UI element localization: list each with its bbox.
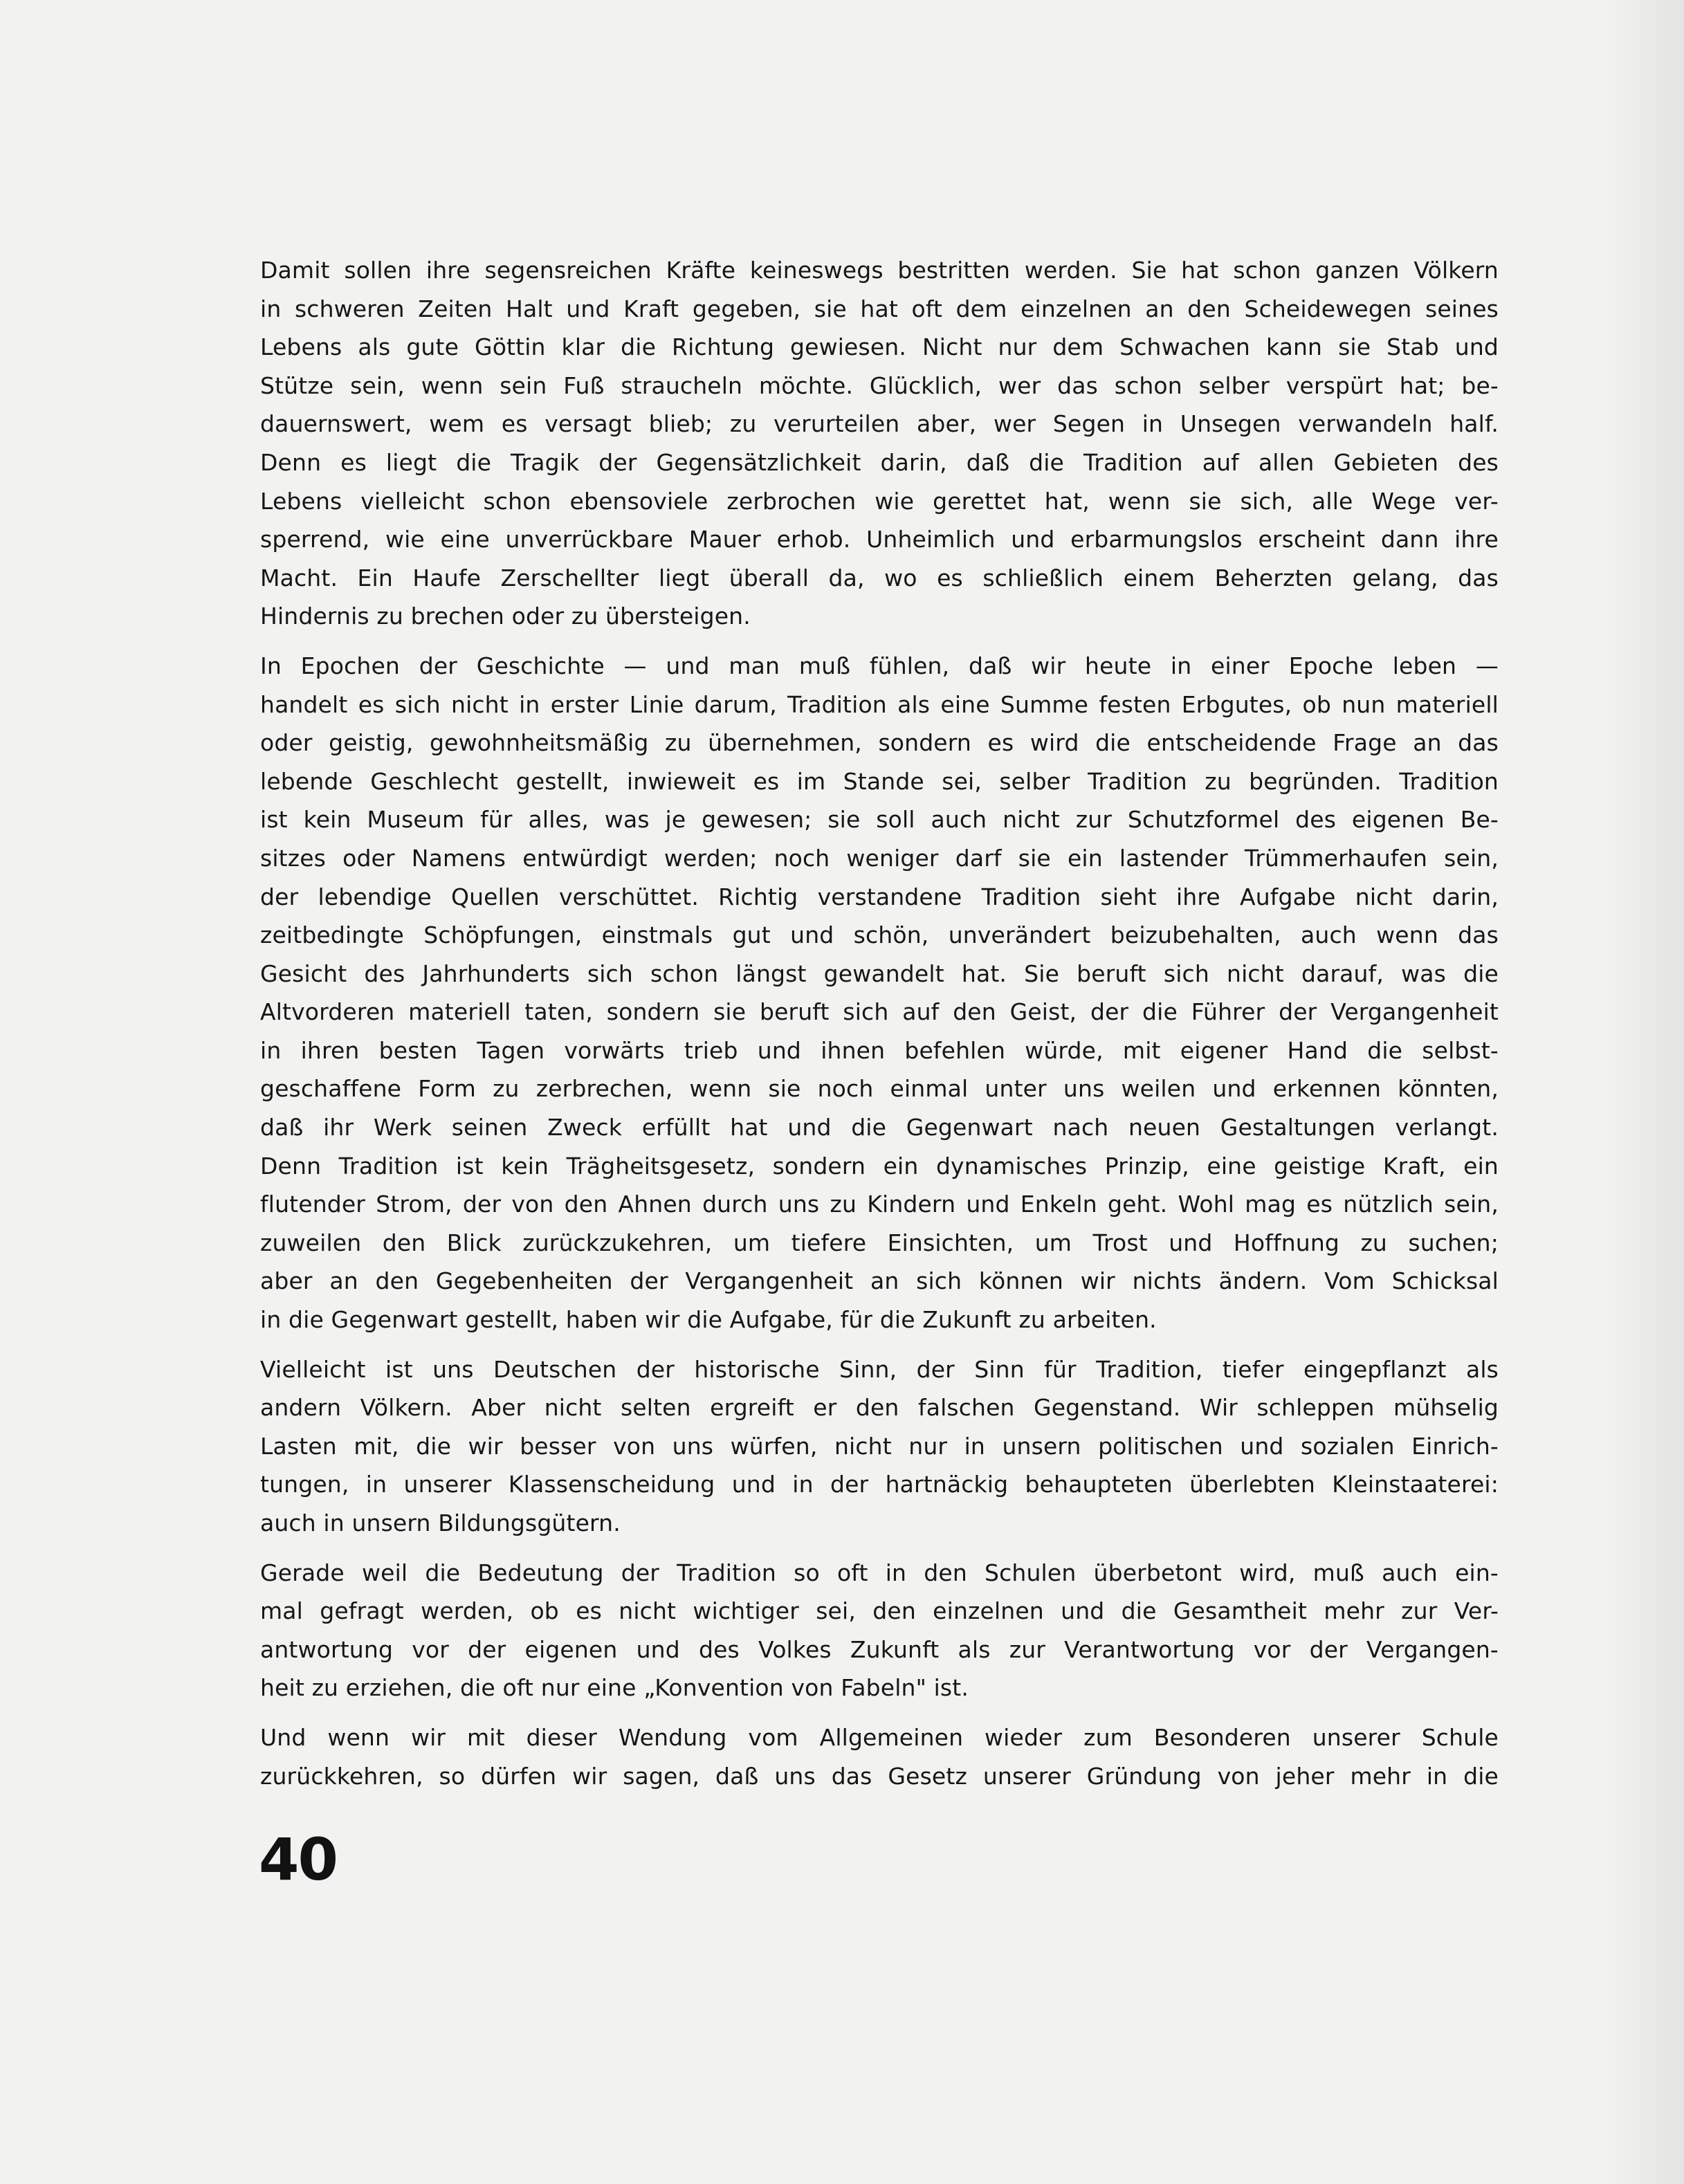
text-line: ist kein Museum für alles, was je gewesen; sie soll auch nicht zur Schutzformel des eigenen Be- [260, 806, 1499, 834]
text-line: In Epochen der Geschichte — und man muß fühlen, daß wir heute in einer Epoche leben — [260, 652, 1499, 679]
text-line: mal gefragt werden, ob es nicht wichtiger sei, den einzelnen und die Gesamtheit mehr zur Ver- [260, 1597, 1499, 1625]
text-line: Gesicht des Jahrhunderts sich schon längst gewandelt hat. Sie beruft sich nicht darauf, was die [260, 960, 1499, 987]
text-line: geschaffene Form zu zerbrechen, wenn sie noch einmal unter uns weilen und erkennen könnten, [260, 1075, 1499, 1103]
text-line: Macht. Ein Haufe Zerschellter liegt überall da, wo es schließlich einem Beherzten gelang, das [260, 564, 1499, 591]
text-line: zeitbedingte Schöpfungen, einstmals gut und schön, unverändert beizubehalten, auch wenn das [260, 921, 1499, 949]
page-number: 40 [259, 1826, 337, 1893]
text-line: in die Gegenwart gestellt, haben wir die Aufgabe, für die Zukunft zu arbeiten. [260, 1306, 1157, 1334]
body-text [260, 251, 1499, 1806]
text-line: in schweren Zeiten Halt und Kraft gegeben, sie hat oft dem einzelnen an den Scheidewegen seines [260, 295, 1499, 322]
text-line: handelt es sich nicht in erster Linie darum, Tradition als eine Summe festen Erbgutes, ob nun materiell [260, 690, 1499, 718]
text-line: zurückkehren, so dürfen wir sagen, daß uns das Gesetz unserer Gründung von jeher mehr in die [260, 1762, 1499, 1790]
text-line: daß ihr Werk seinen Zweck erfüllt hat und die Gegenwart nach neuen Gestaltungen verlangt. [260, 1114, 1499, 1141]
text-line: sitzes oder Namens entwürdigt werden; noch weniger darf sie ein lastender Trümmerhaufen sein, [260, 844, 1499, 872]
text-line: in ihren besten Tagen vorwärts trieb und ihnen befehlen würde, mit eigener Hand die selbst- [260, 1036, 1499, 1064]
text-line: Gerade weil die Bedeutung der Tradition so oft in den Schulen überbetont wird, muß auch ein- [260, 1559, 1499, 1586]
text-line: dauernswert, wem es versagt blieb; zu verurteilen aber, wer Segen in Unsegen verwandeln half. [260, 410, 1499, 438]
text-line: Lebens vielleicht schon ebensoviele zerbrochen wie gerettet hat, wenn sie sich, alle Wege ver- [260, 487, 1499, 515]
text-line: der lebendige Quellen verschüttet. Richtig verstandene Tradition sieht ihre Aufgabe nicht darin, [260, 883, 1499, 910]
text-line: Denn Tradition ist kein Trägheitsgesetz, sondern ein dynamisches Prinzip, eine geistige Kraft, ein [260, 1152, 1499, 1180]
paragraph-4 [260, 1554, 1499, 1707]
text-line: tungen, in unserer Klassenscheidung und in der hartnäckig behaupteten überlebten Kleinstaaterei: [260, 1471, 1499, 1498]
text-line: Und wenn wir mit dieser Wendung vom Allgemeinen wieder zum Besonderen unserer Schule [260, 1723, 1499, 1751]
text-line: aber an den Gegebenheiten der Vergangenheit an sich können wir nichts ändern. Vom Schicksal [260, 1267, 1499, 1295]
paragraph-2 [260, 647, 1499, 1339]
text-line: heit zu erziehen, die oft nur eine „Konvention von Fabeln" ist. [260, 1674, 969, 1702]
text-line: Hindernis zu brechen oder zu übersteigen. [260, 603, 751, 630]
text-line: Lebens als gute Göttin klar die Richtung gewiesen. Nicht nur dem Schwachen kann sie Stab und [260, 333, 1499, 361]
text-line: flutender Strom, der von den Ahnen durch uns zu Kindern und Enkeln geht. Wohl mag es nützlich sein, [260, 1191, 1499, 1218]
text-line: zuweilen den Blick zurückzukehren, um tiefere Einsichten, um Trost und Hoffnung zu suchen; [260, 1229, 1499, 1256]
text-line: auch in unsern Bildungsgütern. [260, 1509, 621, 1536]
text-line: sperrend, wie eine unverrückbare Mauer erhob. Unheimlich und erbarmungslos erscheint dann ihre [260, 526, 1499, 553]
paragraph-3 [260, 1350, 1499, 1543]
text-line: lebende Geschlecht gestellt, inwieweit es im Stande sei, selber Tradition zu begründen. Tradition [260, 767, 1499, 795]
page-edge-shadow [1601, 0, 1684, 2184]
text-line: Altvorderen materiell taten, sondern sie beruft sich auf den Geist, der die Führer der Vergangenheit [260, 998, 1499, 1026]
text-line: Vielleicht ist uns Deutschen der historische Sinn, der Sinn für Tradition, tiefer eingepflanzt als [260, 1355, 1499, 1383]
text-line: Lasten mit, die wir besser von uns würfen, nicht nur in unsern politischen und sozialen Einrich- [260, 1432, 1499, 1460]
text-line: andern Völkern. Aber nicht selten ergreift er den falschen Gegenstand. Wir schleppen mühselig [260, 1394, 1499, 1422]
paragraph-5 [260, 1718, 1499, 1795]
text-line: Damit sollen ihre segensreichen Kräfte keineswegs bestritten werden. Sie hat schon ganzen Völkern [260, 257, 1499, 284]
text-line: oder geistig, gewohnheitsmäßig zu übernehmen, sondern es wird die entscheidende Frage an das [260, 729, 1499, 757]
text-line: antwortung vor der eigenen und des Volkes Zukunft als zur Verantwortung vor der Vergangen- [260, 1635, 1499, 1663]
text-line: Denn es liegt die Tragik der Gegensätzlichkeit darin, daß die Tradition auf allen Gebieten des [260, 448, 1499, 476]
text-line: Stütze sein, wenn sein Fuß straucheln möchte. Glücklich, wer das schon selber verspürt hat; be- [260, 371, 1499, 399]
paragraph-1 [260, 251, 1499, 636]
